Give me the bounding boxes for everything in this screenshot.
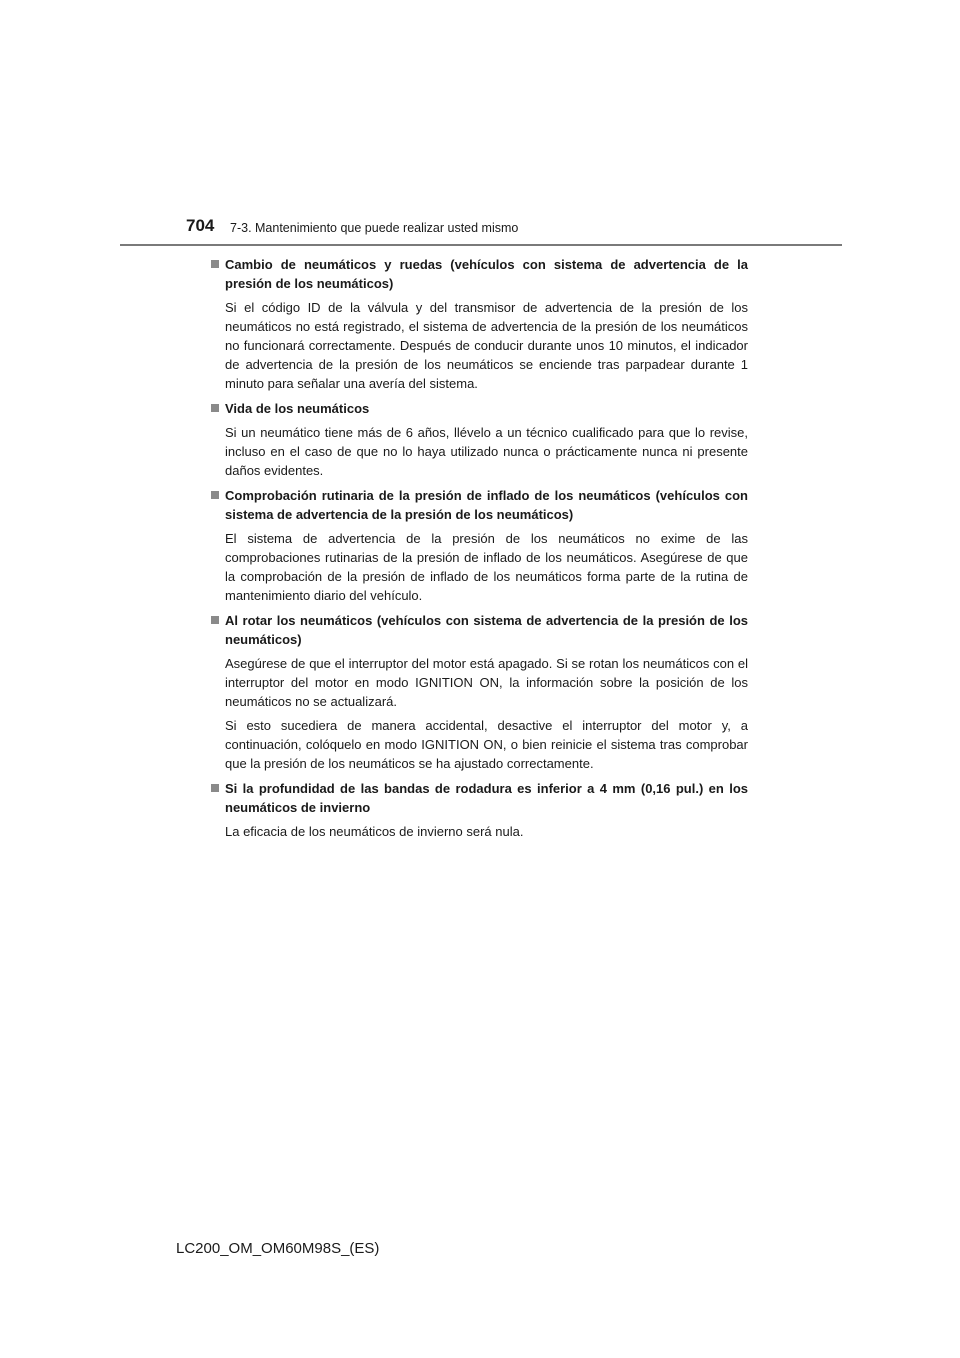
document-code: LC200_OM_OM60M98S_(ES) xyxy=(176,1240,380,1257)
section-paragraph: El sistema de advertencia de la presión de los neumáticos no exime de las comprobaciones rutinarias de la presión de inflado de los neumáticos. Asegúrese de que la comprobación de la presión de inflado de los neumáticos forma parte de la rutina de mantenimiento diario del vehículo. xyxy=(225,531,748,603)
section-heading: Vida de los neumáticos xyxy=(211,399,748,418)
page-content xyxy=(211,255,748,847)
section-heading: Cambio de neumáticos y ruedas (vehículos con sistema de advertencia de la presión de los neumáticos) xyxy=(211,255,748,293)
square-bullet-icon xyxy=(211,491,219,499)
section-paragraph: La eficacia de los neumáticos de invierno será nula. xyxy=(225,824,524,839)
section-paragraph: Si el código ID de la válvula y del transmisor de advertencia de la presión de los neumáticos no está registrado, el sistema de advertencia de la presión de los neumáticos no funcionará correctamente. Después de conducir durante unos 10 minutos, el indicador de advertencia de la presión de los neumáticos se enciende tras parpadear durante 1 minuto para señalar una avería del sistema. xyxy=(225,300,748,391)
section-heading: Comprobación rutinaria de la presión de inflado de los neumáticos (vehículos con sistema de advertencia de la presión de los neumáticos) xyxy=(211,486,748,524)
section-tire-life xyxy=(211,399,748,480)
section-tire-wheel-change xyxy=(211,255,748,393)
square-bullet-icon xyxy=(211,404,219,412)
section-heading: Si la profundidad de las bandas de rodadura es inferior a 4 mm (0,16 pul.) en los neumáticos de invierno xyxy=(211,779,748,817)
page-number: 704 xyxy=(186,216,215,235)
section-paragraph: Si esto sucediera de manera accidental, desactive el interruptor del motor y, a continuación, colóquelo en modo IGNITION ON, o bien reinicie el sistema tras comprobar que la presión de los neumáticos se ha ajustado correctamente. xyxy=(225,718,748,771)
section-paragraph: Asegúrese de que el interruptor del motor está apagado. Si se rotan los neumáticos con el interruptor del motor en modo IGNITION ON, la información sobre la posición de los neumáticos no se actualizará. xyxy=(225,656,748,709)
section-heading: Al rotar los neumáticos (vehículos con sistema de advertencia de la presión de los neumáticos) xyxy=(211,611,748,649)
section-paragraph: Si un neumático tiene más de 6 años, llévelo a un técnico cualificado para que lo revise, incluso en el caso de que no lo haya utilizado nunca o prácticamente nunca ni presente daños evidentes. xyxy=(225,425,748,478)
header-divider xyxy=(120,244,842,246)
chapter-title: 7-3. Mantenimiento que puede realizar usted mismo xyxy=(230,221,519,235)
section-winter-tread-depth xyxy=(211,779,748,841)
square-bullet-icon xyxy=(211,784,219,792)
page-header xyxy=(186,216,846,246)
section-routine-pressure-check xyxy=(211,486,748,605)
square-bullet-icon xyxy=(211,616,219,624)
section-tire-rotation xyxy=(211,611,748,773)
square-bullet-icon xyxy=(211,260,219,268)
